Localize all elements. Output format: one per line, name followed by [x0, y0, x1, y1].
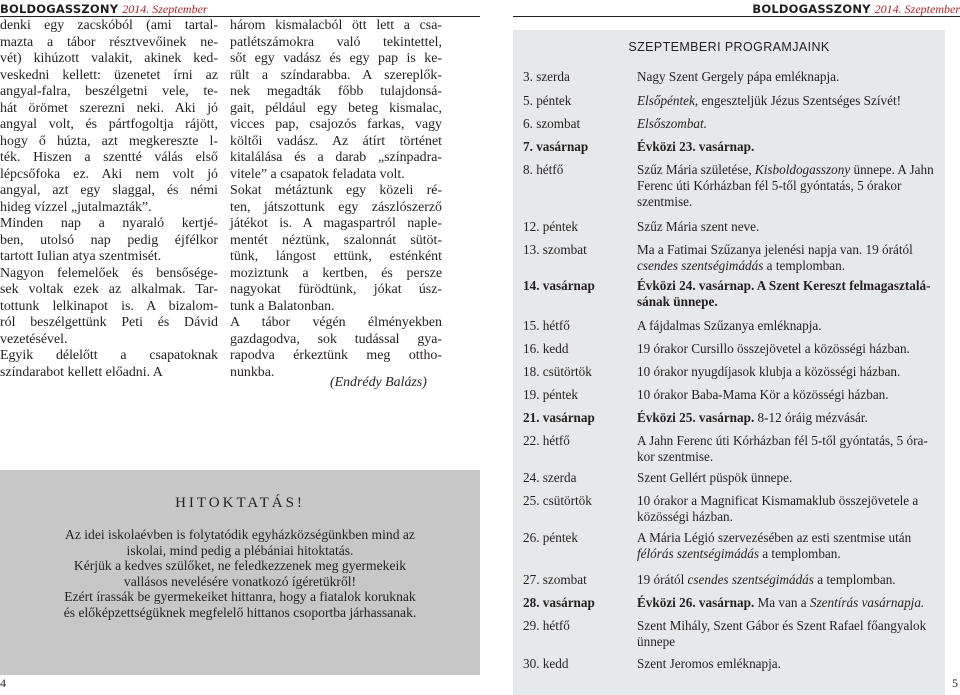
text-line: költői vadász. Az átírt történet — [230, 133, 442, 149]
text-line: nagyokat fürödtünk, jókat úsz- — [230, 282, 442, 297]
program-event-line: A fájdalmas Szűzanya emléknapja. — [637, 318, 822, 333]
program-event-line: 10 órakor a Magnificat Kismamaklub összejövetele a — [637, 493, 919, 508]
program-date: 5. péntek — [523, 93, 572, 108]
program-event — [637, 93, 947, 109]
program-date: 30. kedd — [523, 656, 569, 671]
program-date: 15. hétfő — [523, 318, 570, 333]
text-line: hát örömet szerezni neki. Aki jó — [0, 100, 218, 116]
program-date: 26. péntek — [523, 530, 578, 545]
text-line: angyal-falra, beszélgetni vele, te- — [0, 84, 218, 99]
program-event-line: Szűz Mária születése, Kisboldogasszony ünnepe. A Jahn — [637, 162, 934, 177]
program-event-line: 10 órakor Baba-Mama Kör a közösségi házban. — [637, 387, 889, 402]
header-brand: BOLDOGASSZONY — [0, 2, 119, 16]
text-line: mazta a tábor résztvevőinek ne- — [0, 34, 218, 50]
text-line: veskedni kellett: üzenetet írni az — [0, 67, 218, 83]
program-date: 7. vasárnap — [523, 139, 589, 154]
header-rule — [513, 16, 960, 17]
program-event-line: csendes szentségimádás a templomban. — [637, 258, 846, 273]
notice-title: HITOKTATÁS! — [175, 495, 305, 511]
text-line: hogy ő húzta, azt megkereszte l- — [0, 133, 218, 149]
program-event-line: A Mária Légió szervezésében az esti szentmise után — [637, 530, 912, 545]
program-event — [637, 595, 947, 611]
program-event-line: kor szentmise. — [637, 449, 714, 464]
program-event — [637, 493, 947, 525]
program-event — [637, 656, 947, 672]
program-event — [637, 69, 947, 85]
notice-line: vallásos nevelésére vonatkozó ígéretükről! — [123, 573, 357, 589]
program-event-line: Elsőpéntek, engeszteljük Jézus Szentséges Szívét! — [637, 93, 902, 108]
program-date: 27. szombat — [523, 572, 587, 587]
program-date: 24. szerda — [523, 470, 577, 485]
article-column-1 — [0, 18, 218, 381]
text-line: lépcsőfoka ez. Aki nem volt jó — [0, 166, 218, 182]
text-line: tartott Iulian atya szentmisét. — [0, 249, 162, 264]
text-line: három kismalacból ött lett a csa- — [230, 18, 442, 33]
program-event-line: Ferenc úti Kórházban fél 5-től gyóntatás, 5 órakor — [637, 178, 902, 193]
program-date: 8. hétfő — [523, 162, 564, 177]
program-event — [637, 162, 947, 210]
program-event — [637, 387, 947, 403]
program-date: 3. szerda — [523, 69, 570, 84]
program-date: 25. csütörtök — [523, 493, 592, 508]
header-right — [752, 2, 960, 16]
text-line: tottunk lelkinapot is. A bizalom- — [0, 298, 218, 314]
text-line: ról beszélgettünk Peti és Dávid — [0, 315, 218, 330]
text-line: angyal volt, és pártfogoltja rájött, — [0, 117, 218, 132]
program-date: 29. hétfő — [523, 618, 570, 633]
text-line: Nagyon felemelőek és bensősége- — [0, 265, 218, 281]
program-date: 16. kedd — [523, 341, 569, 356]
program-event-line: sának ünnepe. — [637, 294, 718, 309]
program-date: 14. vasárnap — [523, 278, 595, 293]
program-event-line: Ma a Fatimai Szűzanya jelenési napja van. 19 órától — [637, 242, 913, 257]
text-line: játékot is. A magaspartról naple- — [230, 216, 442, 231]
text-line: A tábor végén élményekben — [230, 315, 442, 330]
text-line: nek megadták főbb tulajdonsá- — [230, 84, 442, 99]
program-event-line: Szent Gellért püspök ünnepe. — [637, 470, 793, 485]
notice-line: és előképzettségüknek megfelelő hittanos csoportba járhassanak. — [63, 604, 417, 620]
text-line: Sokat métáztunk egy közeli ré- — [230, 183, 442, 198]
program-event — [637, 410, 947, 426]
notice-line: iskolai, mind pedig a plébániai hitoktatás. — [126, 542, 354, 558]
program-event — [637, 572, 947, 588]
program-event — [637, 242, 947, 274]
text-line: gait, például egy beteg kismalac, — [230, 100, 442, 116]
program-event — [637, 618, 947, 650]
header-date: 2014. Szeptember — [874, 2, 960, 16]
program-event-line: Évközi 26. vasárnap. Ma van a Szentírás vasárnapja. — [637, 595, 925, 610]
program-date: 12. péntek — [523, 219, 578, 234]
notice-line: Ezért írassák be gyermekeiket hittanra, hogy a fiatalok koruknak — [64, 589, 416, 605]
program-event — [637, 278, 947, 310]
program-event — [637, 116, 947, 132]
program-date: 19. péntek — [523, 387, 578, 402]
program-date: 13. szombat — [523, 242, 587, 257]
program-event-line: közösségi házban. — [637, 509, 733, 524]
program-event — [637, 433, 947, 465]
text-line: moziztunk a kertben, és persze — [230, 265, 442, 281]
notice-line: Az idei iskolaévben is folytatódik egyházközségünkben mind az — [65, 527, 415, 542]
text-line: nunkba. — [230, 364, 275, 380]
program-event — [637, 470, 947, 486]
program-event — [637, 139, 947, 155]
program-event-line: Nagy Szent Gergely pápa emléknapja. — [637, 69, 840, 84]
text-line: ten, játszottunk egy zászlószerző — [230, 199, 442, 215]
notice-text — [0, 527, 480, 621]
program-date: 6. szombat — [523, 116, 581, 131]
text-line: színdarabot kellett előadni. A — [0, 364, 163, 380]
program-event — [637, 318, 947, 334]
program-event-line: 19 órától csendes szentségimádás a templomban. — [637, 572, 896, 587]
program-date: 18. csütörtök — [523, 364, 592, 379]
text-line: rült a színdarabba. A szereplők- — [230, 67, 442, 83]
program-event — [637, 530, 947, 562]
text-line: angyal, azt egy slaggal, és némi — [0, 183, 218, 198]
article-column-2 — [230, 18, 442, 381]
notice-line: Kérjük a kedves szülőket, ne feledkezzenek meg gyermekeik — [73, 558, 407, 574]
text-line: tünk, lángost ettünk, esténként — [230, 249, 442, 264]
text-line: patlétszámokra való tekintettel, — [230, 34, 442, 50]
program-event-line: Szent Mihály, Szent Gábor és Szent Rafael főangyalok — [637, 618, 927, 633]
text-line: Egyik délelőtt a csapatoknak — [0, 348, 218, 363]
program-event — [637, 341, 947, 357]
program-event-line: 19 órakor Cursillo összejövetel a közösségi házban. — [637, 341, 910, 356]
program-date: 28. vasárnap — [523, 595, 595, 610]
program-date: 21. vasárnap — [523, 410, 595, 425]
page-number-left: 4 — [0, 676, 6, 690]
program-event-line: 10 órakor nyugdíjasok klubja a közösségi házban. — [637, 364, 901, 379]
text-line: hideg vízzel „jutalmazták”. — [0, 199, 152, 215]
header-rule — [0, 16, 480, 17]
header-left — [0, 2, 208, 16]
signature: (Endrédy Balázs) — [330, 375, 427, 390]
header-date: 2014. Szeptember — [122, 2, 208, 16]
program-title: SZEPTEMBERI PROGRAMJAINK — [628, 40, 830, 54]
program-event-line: félórás szentségimádás a templomban. — [637, 546, 841, 561]
program-event — [637, 219, 947, 235]
header-brand: BOLDOGASSZONY — [752, 2, 871, 16]
program-event-line: Évközi 23. vasárnap. — [637, 139, 755, 154]
text-line: ben, utolsó nap pedig éjfélkor — [0, 232, 218, 248]
program-event-line: Elsőszombat. — [637, 116, 707, 131]
text-line: vitele” a csapatok feladata volt. — [230, 166, 405, 182]
text-line: Minden nap a nyaraló kertjé- — [0, 216, 218, 231]
program-event-line: A Jahn Ferenc úti Kórházban fél 5-től gyóntatás, 5 óra- — [637, 433, 928, 448]
page-number-right: 5 — [952, 676, 958, 690]
text-line: tunk a Balatonban. — [230, 298, 335, 314]
text-line: vezetésével. — [0, 331, 68, 347]
program-event-line: Szent Jeromos emléknapja. — [637, 656, 781, 671]
text-line: rapodva érkeztünk meg ottho- — [230, 348, 442, 363]
text-line: denki egy zacskóból (ami tartal- — [0, 18, 218, 33]
program-event-line: Évközi 24. vasárnap. A Szent Kereszt felmagasztalá- — [637, 278, 931, 293]
program-date: 22. hétfő — [523, 433, 570, 448]
text-line: vét) kihúzott valakit, akinek ked- — [0, 51, 218, 66]
text-line: sek voltak ezek az alkalmak. Tar- — [0, 282, 218, 297]
program-event — [637, 364, 947, 380]
program-event-line: Évközi 25. vasárnap. 8-12 óráig mézvásár. — [637, 410, 868, 425]
text-line: ték. Hiszen a szentté válás első — [0, 150, 218, 165]
text-line: gazdagodva, sok tudással gya- — [230, 331, 442, 347]
text-line: vicces pap, csajozós farkas, vagy — [230, 117, 442, 132]
text-line: kitalálása és a darab „színpadra- — [230, 150, 442, 165]
program-event-line: ünnepe — [637, 634, 676, 649]
program-event-line: Szűz Mária szent neve. — [637, 219, 760, 234]
program-event-line: szentmise. — [637, 194, 693, 209]
text-line: mentét néztünk, szalonnát sütöt- — [230, 232, 442, 248]
text-line: sőt egy vadász és egy pap is ke- — [230, 51, 442, 66]
